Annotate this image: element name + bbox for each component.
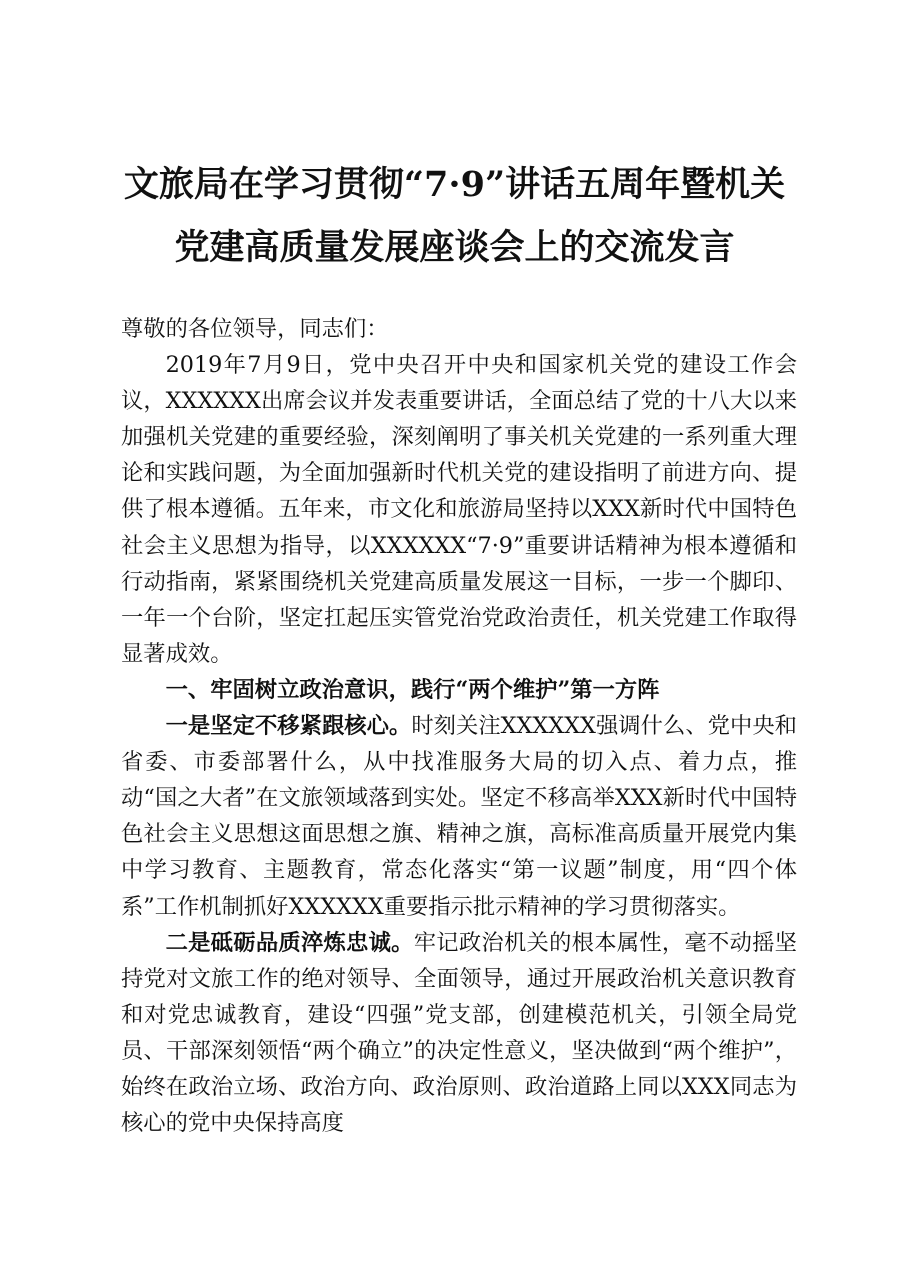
paragraph-1-lead: 一是坚定不移紧跟核心。 [165, 713, 412, 740]
paragraph-2-lead: 二是砥砺品质淬炼忠诚。 [165, 929, 414, 956]
paragraph-2-body: 牢记政治机关的根本属性，毫不动摇坚持党对文旅工作的绝对领导、全面领导，通过开展政治机关意识教育和对党忠诚教育，建设“四强”党支部，创建模范机关，引领全局党员、干部深刻领悟“两个确立”的决定性意义，坚决做到“两个维护”，始终在政治立场、政治方向、政治原则、政治道路上同以XXX同志为核心的党中央保持高度 [121, 929, 797, 1137]
document-title-line-2: 党建高质量发展座谈会上的交流发言 [174, 227, 735, 268]
paragraph-1-body: 时刻关注XXXXXX强调什么、党中央和省委、市委部署什么，从中找准服务大局的切入点、着力点，推动“国之大者”在文旅领域落到实处。坚定不移高举XXX新时代中国特色社会主义思想这面思想之旗、精神之旗，高标准高质量开展党内集中学习教育、主题教育，常态化落实“第一议题”制度，用“四个体系”工作机制抓好XXXXXX重要指示批示精神的学习贯彻落实。 [121, 713, 797, 920]
document-title-line-1: 文旅局在学习贯彻“7·9”讲话五周年暨机关 [123, 164, 786, 205]
paragraph-1 [121, 708, 797, 925]
document-body [121, 311, 797, 1141]
intro-paragraph: 2019年7月9日，党中央召开中央和国家机关党的建设工作会议，XXXXXX出席会议并发表重要讲话，全面总结了党的十八大以来加强机关党建的重要经验，深刻阐明了事关机关党建的一系列重大理论和实践问题，为全面加强新时代机关党的建设指明了前进方向、提供了根本遵循。五年来，市文化和旅游局坚持以XXX新时代中国特色社会主义思想为指导，以XXXXXX“7·9”重要讲话精神为根本遵循和行动指南，紧紧围绕机关党建高质量发展这一目标，一步一个脚印、一年一个台阶，坚定扛起压实管党治党政治责任，机关党建工作取得显著成效。 [121, 352, 797, 667]
salutation: 尊敬的各位领导，同志们： [121, 316, 389, 342]
section-heading-1: 一、牢固树立政治意识，践行“两个维护”第一方阵 [165, 676, 660, 703]
paragraph-2 [121, 925, 797, 1142]
